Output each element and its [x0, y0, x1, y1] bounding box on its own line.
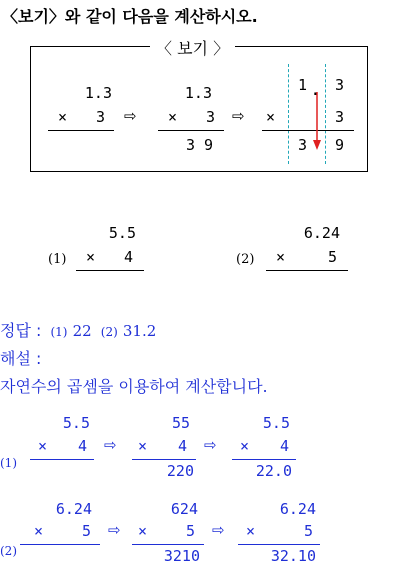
explanation-row2-b-mult: 5: [186, 522, 196, 540]
explanation-row1-a-op: ×: [38, 437, 48, 455]
example-step1-line: [48, 130, 114, 131]
explanation-row2-c-mult: 5: [304, 522, 314, 540]
explanation-row1-c-op: ×: [240, 437, 250, 455]
problem2-line: [266, 270, 348, 271]
answer-1-number: (1): [50, 325, 68, 339]
example-title: 〈 보기 〉: [150, 36, 235, 59]
explanation-row2-a-op: ×: [34, 522, 44, 540]
answer-2-value: 31.2: [122, 322, 157, 340]
explanation-row1-c-result: 22.0: [255, 462, 292, 480]
problem2-number: (2): [236, 252, 255, 267]
explanation-row2-number: (2): [0, 544, 17, 558]
example-step3-top-left: 1: [298, 76, 308, 94]
answer-label: 정답 :: [0, 321, 42, 340]
problem1-top: 5.5: [108, 224, 136, 242]
arrow-icon: ⇨: [212, 521, 225, 539]
explanation-row2-b-op: ×: [138, 522, 148, 540]
example-step2-mult: 3: [206, 108, 216, 126]
example-step3-result-right: 9: [335, 136, 345, 154]
explanation-row1-a-top: 5.5: [62, 414, 90, 432]
example-step3-line: [262, 130, 354, 131]
explanation-row1-b-op: ×: [138, 437, 148, 455]
example-step1-mult: 3: [96, 108, 106, 126]
explanation-row2-a-mult: 5: [82, 522, 92, 540]
explanation-row2-c-top: 6.24: [279, 500, 316, 518]
answer-1-value: 22: [72, 322, 92, 340]
explanation-row1-c-top: 5.5: [262, 414, 290, 432]
question-text: 〈보기〉와 같이 다음을 계산하시오.: [2, 7, 258, 26]
explanation-text: 자연수의 곱셈을 이용하여 계산합니다.: [0, 377, 268, 396]
example-step1-op: ×: [58, 108, 68, 126]
explanation-row2-a-line: [20, 544, 100, 545]
dashed-guide-right: [325, 64, 326, 164]
arrow-icon: ⇨: [232, 107, 245, 125]
problem1-line: [76, 270, 144, 271]
red-down-arrow-icon: [312, 92, 322, 154]
example-step1-top: 1.3: [84, 84, 112, 102]
explanation-row1-a-mult: 4: [78, 437, 88, 455]
explanation-label: 해설 :: [0, 349, 42, 368]
example-step2-line: [158, 130, 224, 131]
example-step3-mult: 3: [335, 108, 345, 126]
problem1-mult: 4: [124, 248, 134, 266]
explanation-row2-b-line: [132, 544, 204, 545]
arrow-icon: ⇨: [124, 107, 137, 125]
explanation-row1-c-line: [232, 459, 296, 460]
explanation-row1-b-line: [132, 459, 196, 460]
explanation-row1-b-top: 55: [171, 414, 190, 432]
explanation-row2-a-top: 6.24: [55, 500, 92, 518]
example-step3-top-right: 3: [335, 76, 345, 94]
example-step2-top: 1.3: [184, 84, 212, 102]
explanation-row1-c-mult: 4: [280, 437, 290, 455]
problem2-top: 6.24: [303, 224, 340, 242]
explanation-row1-number: (1): [0, 456, 17, 470]
explanation-row2-c-op: ×: [246, 522, 256, 540]
answer-row: [0, 318, 156, 341]
explanation-row1-b-result: 220: [166, 462, 194, 480]
problem2-mult: 5: [328, 248, 338, 266]
arrow-icon: ⇨: [104, 436, 117, 454]
arrow-icon: ⇨: [108, 521, 121, 539]
explanation-row2-c-line: [238, 544, 320, 545]
example-step3-result-left: 3: [298, 136, 308, 154]
example-step3-op: ×: [266, 108, 276, 126]
problem1-op: ×: [86, 248, 96, 266]
decimal-point-icon: .: [313, 84, 318, 99]
example-step2-op: ×: [168, 108, 178, 126]
explanation-row2-b-result: 3210: [163, 547, 200, 565]
answer-2-number: (2): [100, 325, 118, 339]
dashed-guide-left: [288, 64, 289, 164]
explanation-row2-c-result: 32.10: [270, 547, 316, 565]
explanation-row2-b-top: 624: [170, 500, 198, 518]
problem2-op: ×: [276, 248, 286, 266]
example-step2-result: 3 9: [186, 136, 214, 154]
explanation-row1-b-mult: 4: [178, 437, 188, 455]
explanation-row1-a-line: [30, 459, 94, 460]
problem1-number: (1): [48, 252, 67, 267]
arrow-icon: ⇨: [204, 436, 217, 454]
